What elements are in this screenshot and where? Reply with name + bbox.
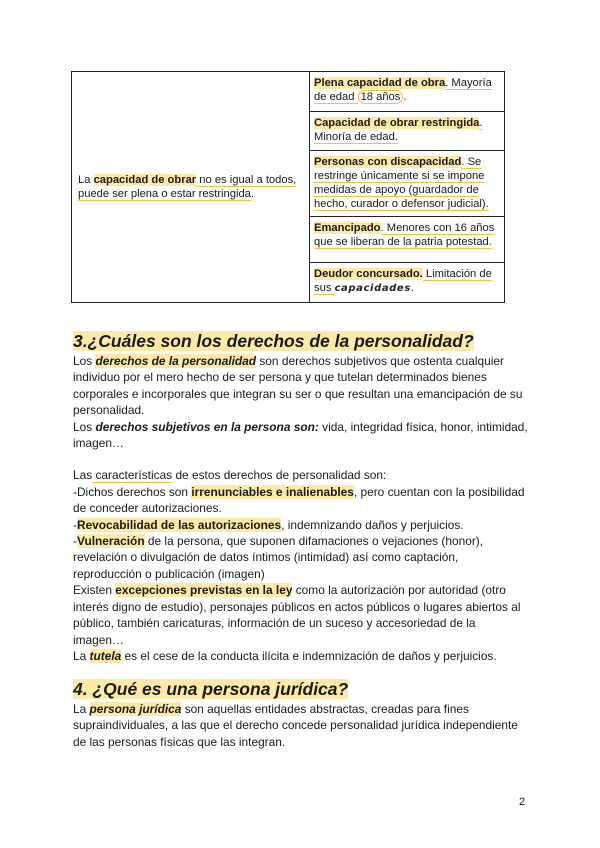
bold-term: Emancipado — [314, 222, 381, 234]
paragraph — [73, 484, 529, 517]
text: . Menores con 16 años que se liberan de la patria potestad. — [314, 222, 495, 248]
text: no es igual a todos, puede ser — [78, 174, 297, 200]
text: La — [73, 702, 90, 716]
bold-term: irrenunciables e inalienables — [191, 484, 354, 499]
page-number: 2 — [519, 796, 526, 808]
section-4-title-text: 4. ¿Qué es una persona jurídica? — [73, 679, 349, 699]
capacity-table — [71, 71, 505, 303]
bold-term: Plena capacidad de obra — [314, 77, 446, 89]
text: . Se restringe únicamente si se impone medidas de apoyo (guardador de hecho, curador o defensor judicial). — [314, 156, 489, 210]
circled-text: 18 años — [358, 90, 404, 104]
section-3-title — [73, 331, 474, 352]
bold-term: Revocabilidad de las autorizaciones — [76, 517, 282, 532]
capacity-row-plena — [310, 72, 505, 112]
text: de la persona, que suponen difamaciones o vejaciones (honor), revelación o divulgación de datos íntimos (intimidad) así como captación, reproducción o publicación (imagen) — [73, 534, 484, 581]
paragraph — [73, 648, 529, 664]
text: La — [73, 648, 90, 663]
handwritten-text: capacidades — [334, 283, 411, 294]
capacity-row-emancipado — [310, 217, 505, 263]
bold-term: Personas con discapacidad — [314, 156, 462, 168]
text: . Mayoría de edad — [314, 77, 492, 103]
text: . — [403, 91, 407, 103]
text: son derechos subjetivos que ostenta cualquier individuo por el mero hecho de ser persona y que tutelan determinados bienes corporales e incorporales que integran su ser o que resultan una emancipación de su personalidad. — [73, 354, 523, 418]
bold-term: Vulneración — [76, 534, 145, 549]
paragraph — [73, 533, 529, 582]
section-4-body — [73, 701, 529, 750]
bold-term: derechos de la personalidad — [95, 354, 257, 368]
section-4-title — [73, 679, 348, 700]
text: - — [73, 517, 77, 532]
capacity-row-discapacidad — [310, 151, 505, 217]
capacity-definition-cell — [72, 72, 310, 303]
bold-term: tutela — [89, 648, 122, 663]
text: Los — [73, 419, 96, 434]
text: es el cese de la conducta ilícita e indemnización de daños y perjuicios. — [121, 648, 497, 663]
bold-term: persona jurídica — [89, 702, 182, 716]
paragraph — [73, 582, 529, 648]
paragraph — [73, 353, 529, 419]
bold-term: capacidad de obrar — [93, 174, 197, 186]
text: La — [78, 174, 94, 186]
bold-term: Capacidad de obrar restringida — [314, 117, 480, 129]
text: , pero cuentan con la posibilidad de conceder autorizaciones. — [73, 484, 525, 516]
text: son aquellas entidades abstractas, creadas para fines supraindividuales, a las que el derecho concede personalidad jurídica independiente de las personas físicas que las integran. — [73, 702, 518, 749]
text: como la autorización por autoridad (otro interés digno de estudio), personajes públicos en actos públicos o lugares abiertos al público, también caricaturas, información de un suceso y accesoriedad de la imagen… — [73, 583, 521, 647]
text: . — [250, 188, 255, 200]
text: -Dichos derechos son — [73, 484, 192, 499]
text: Los — [73, 354, 96, 368]
paragraph — [73, 517, 529, 533]
text: , indemnizando daños y perjuicios. — [281, 517, 464, 532]
text: . — [410, 282, 414, 294]
bold-term: Deudor concursado. — [314, 268, 423, 280]
text: Existen — [73, 583, 116, 598]
text: vida, integridad física, honor, intimidad, imagen… — [73, 419, 528, 451]
text: Las — [73, 468, 93, 483]
capacity-row-concursado — [310, 263, 505, 303]
capacity-row-restringida — [310, 112, 505, 151]
text: Limitación de sus — [314, 268, 492, 294]
paragraph — [73, 701, 529, 750]
underlined-text: plena o estar restringida — [130, 188, 251, 200]
section-3-title-text: 3.¿Cuáles son los derechos de la personalidad? — [73, 331, 474, 351]
paragraph — [73, 419, 529, 452]
bold-term: derechos subjetivos en la persona son: — [95, 419, 319, 434]
bold-term: excepciones previstas en la ley — [115, 583, 293, 598]
underlined-text: características — [92, 468, 173, 483]
text: . Minoría de edad. — [314, 117, 483, 143]
text: de estos derechos de personalidad son: — [172, 468, 387, 483]
paragraph — [73, 467, 529, 483]
text: - — [73, 534, 77, 549]
section-3-body — [73, 353, 529, 664]
